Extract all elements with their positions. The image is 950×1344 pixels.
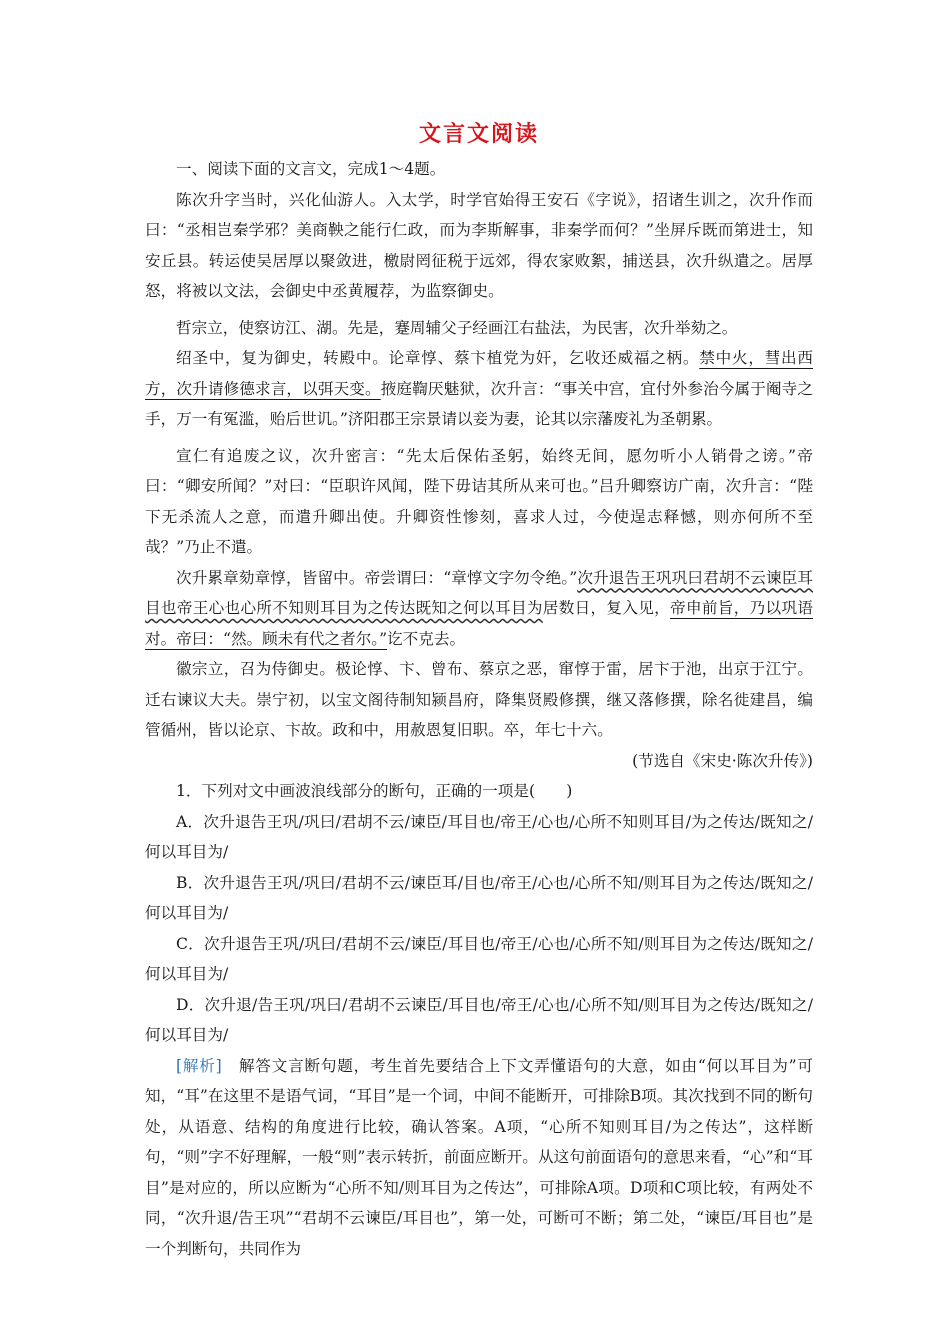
analysis-paragraph — [145, 1051, 813, 1265]
option-b: B．次升退告王巩/巩曰/君胡不云/谏臣耳/目也/帝王/心也/心所不知/则耳目为之传达/既知之/何以耳目为/ — [145, 873, 813, 922]
passage-text: 绍圣中，复为御史，转殿中。论章惇、蔡卞植党为奸，乞收还威福之柄。 — [176, 349, 700, 367]
passage-text: 居数日，复入见， — [542, 599, 671, 617]
analysis-tag: [解析] — [176, 1056, 222, 1075]
passage-paragraph-5 — [145, 563, 813, 655]
wavy-underlined-sentence: 次升退告王巩巩曰君胡不云谏臣耳目也帝王心也心所不知则耳目为之传达既知之何以耳目为 — [145, 568, 813, 617]
passage-paragraph-4: 宣仁有追废之议，次升密言：“先太后保佑圣躬，始终无间，愿勿听小人销骨之谤。”帝曰：“卿安所闻？”对曰：“臣职许风闻，陛下毋诘其所从来可也。”吕升卿察访广南，次升言：“陛下无杀流人之意，而遣升卿出使。升卿资性惨刻，喜求人过，今使逞志释憾，则亦何所不至哉？”乃止不遣。 — [145, 446, 813, 556]
passage-paragraph-3 — [145, 343, 813, 435]
option-d: D．次升退/告王巩/巩曰/君胡不云谏臣/耳目也/帝王/心也/心所不知/则耳目为之传达/既知之/何以耳目为/ — [145, 995, 813, 1044]
passage-text: 讫不克去。 — [387, 629, 466, 648]
option-a: A．次升退告王巩/巩曰/君胡不云/谏臣/耳目也/帝王/心也/心所不知则耳目/为之传达/既知之/何以耳目为/ — [145, 812, 813, 861]
page-title: 文言文阅读 — [418, 121, 539, 147]
document-page — [145, 118, 813, 1264]
passage-text: 掖庭鞫厌魅狱，次升言：“事关中宫，宜付外参治今属于阉寺之手，万一有冤滥，贻后世讥。”济阳郡王宗景请以妾为妻，论其以宗藩废礼为圣朝累。 — [145, 379, 813, 428]
option-c: C．次升退告王巩/巩曰/君胡不云/谏臣/耳目也/帝王/心也/心所不知/则耳目为之传达/既知之/何以耳目为/ — [145, 934, 813, 983]
source-citation: (节选自《宋史·陈次升传》) — [632, 751, 813, 770]
passage-paragraph-2: 哲宗立，使察访江、湖。先是，蹇周辅父子经画江右盐法，为民害，次升举劾之。 — [176, 318, 738, 337]
passage-text: 次升累章劾章惇，皆留中。帝尝谓曰：“章惇文字勿令绝。” — [176, 568, 578, 587]
analysis-text: 解答文言断句题，考生首先要结合上下文弄懂语句的大意，如由“何以耳目为”可知，“耳”在这里不是语气词，“耳目”是一个词，中间不能断开，可排除B项。其次找到不同的断句处，从语意、结构的角度进行比较，确认答案。A项，“心所不知则耳目/为之传达”，这样断句，“则”字不好理解，一般“则”表示转折，前面应断开。从这句前面语句的意思来看，“心”和“耳目”是对应的，所以应断为“心所不知/则耳目为之传达”，可排除A项。D项和C项比较，有两处不同，“次升退/告王巩”“君胡不云谏臣/耳目也”，第一处，可断可不断；第二处，“谏臣/耳目也”是一个判断句，共同作为 — [145, 1056, 813, 1258]
instruction: 一、阅读下面的文言文，完成1～4题。 — [176, 160, 446, 178]
question-stem: 1．下列对文中画波浪线部分的断句，正确的一项是( ) — [176, 782, 573, 800]
underlined-sentence: 禁中火，彗出西方，次升请修德求言，以弭天变。 — [145, 349, 813, 398]
passage-paragraph-1: 陈次升字当时，兴化仙游人。入太学，时学官始得王安石《字说》，招诸生训之，次升作而曰：“丞相岂秦学邪？美商鞅之能行仁政，而为李斯解事，非秦学而何？”坐屏斥既而第进士，知安丘县。转运使吴居厚以聚敛进，檄尉罔征税于远郊，得农家败絮，捕送县，次升纵遣之。居厚怒，将被以文法，会御史中丞黄履荐，为监察御史。 — [145, 190, 813, 300]
passage-paragraph-6: 徽宗立，召为侍御史。极论惇、卞、曾布、蔡京之恶，窜惇于雷，居卞于池，出京于江宁。迁右谏议大夫。崇宁初，以宝文阁待制知颍昌府，降集贤殿修撰，继又落修撰，除名徙建昌，编管循州，皆以论京、卞故。政和中，用赦恩复旧职。卒，年七十六。 — [145, 660, 813, 739]
underlined-sentence: 帝申前旨，乃以巩语对。帝曰：“然。顾未有代之者尔。” — [145, 599, 813, 648]
